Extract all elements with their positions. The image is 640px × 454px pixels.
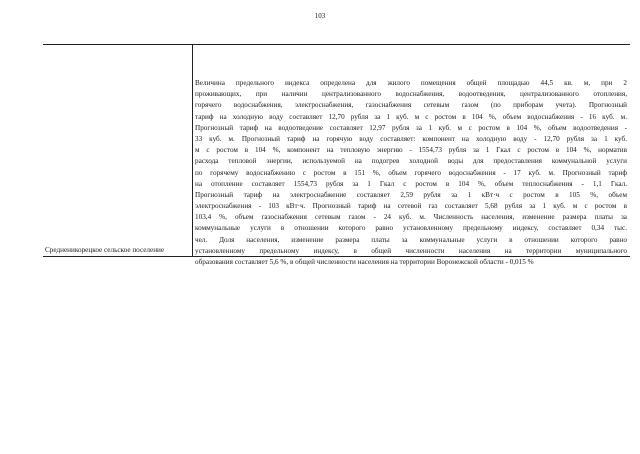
description-line: проживающих, при наличии централизованного водоснабжения, водоотведения, централизованного отопления, (195, 90, 627, 99)
description-line: 103,4 %, объем газоснабжения сетевым газом - 24 куб. м. Численность населения, изменение размера платы за (195, 213, 627, 222)
index-description-cell (195, 78, 627, 266)
description-line: чел. Доля населения, изменение размера платы за коммунальные услуги в отношении которого равно (195, 235, 627, 244)
description-line: тариф на холодную воду составляет 12,70 рубля за 1 куб. м с ростом в 104 %, объем водоснабжения - 16 куб. м. (195, 112, 627, 121)
description-line: м с ростом в 104 %, компонент на тепловую энергию - 1554,73 рубля за 1 Гкал с ростом в 104 %, норматив (195, 146, 627, 155)
page-number: 103 (314, 12, 326, 20)
description-line: 33 куб. м. Прогнозный тариф на горячую воду составляет: компонент на холодную воду - 12,70 рубля за 1 куб. (195, 134, 627, 143)
column-divider (192, 45, 193, 256)
description-line: электроснабжения - 103 кВт·ч. Прогнозный тариф на сетевой газ составляет 5,68 рубля за 1 куб. м с ростом в (195, 202, 627, 211)
settlement-name-cell: Средненикорецкое сельское поселение (45, 246, 165, 254)
description-line: по горячему водоснабжению с ростом в 151 %, объем горячего водоснабжения - 17 куб. м. Прогнозный тариф (195, 168, 627, 177)
description-line: образования составляет 5,6 %, в общей численности населения на территории Воронежской области - 0,015 % (195, 258, 534, 266)
description-line: Величина предельного индекса определена для жилого помещения общей площадью 44,5 кв. м, при 2 (195, 79, 627, 87)
description-line: установленному предельному индексу, в общей численности населения на территории муниципального (195, 246, 627, 255)
description-line: Прогнозный тариф на электроснабжение составляет 2,59 рубля за 1 кВт·ч с ростом в 105 %, объем (195, 190, 627, 199)
description-line: расхода тепловой энергии, используемой на подогрев холодной воды для предоставления коммунальной услуги (195, 157, 627, 166)
description-line: на отопление составляет 1554,73 рубля за 1 Гкал с ростом в 104 %, объем теплоснабжения - 1,1 Гкал. (195, 179, 627, 188)
tariff-table (43, 44, 630, 266)
description-line: Прогнозный тариф на водоотведение составляет 12,97 рубля за 1 куб. м с ростом в 104 %, объем водоотведения - (195, 123, 627, 132)
description-line: коммунальные услуги в отношении которого равно установленному предельному индексу, составляет 0,34 тыс. (195, 224, 627, 233)
description-line: горячего водоснабжения, электроснабжения, газоснабжения сетевым газом (по приборам учета). Прогнозный (195, 101, 627, 110)
